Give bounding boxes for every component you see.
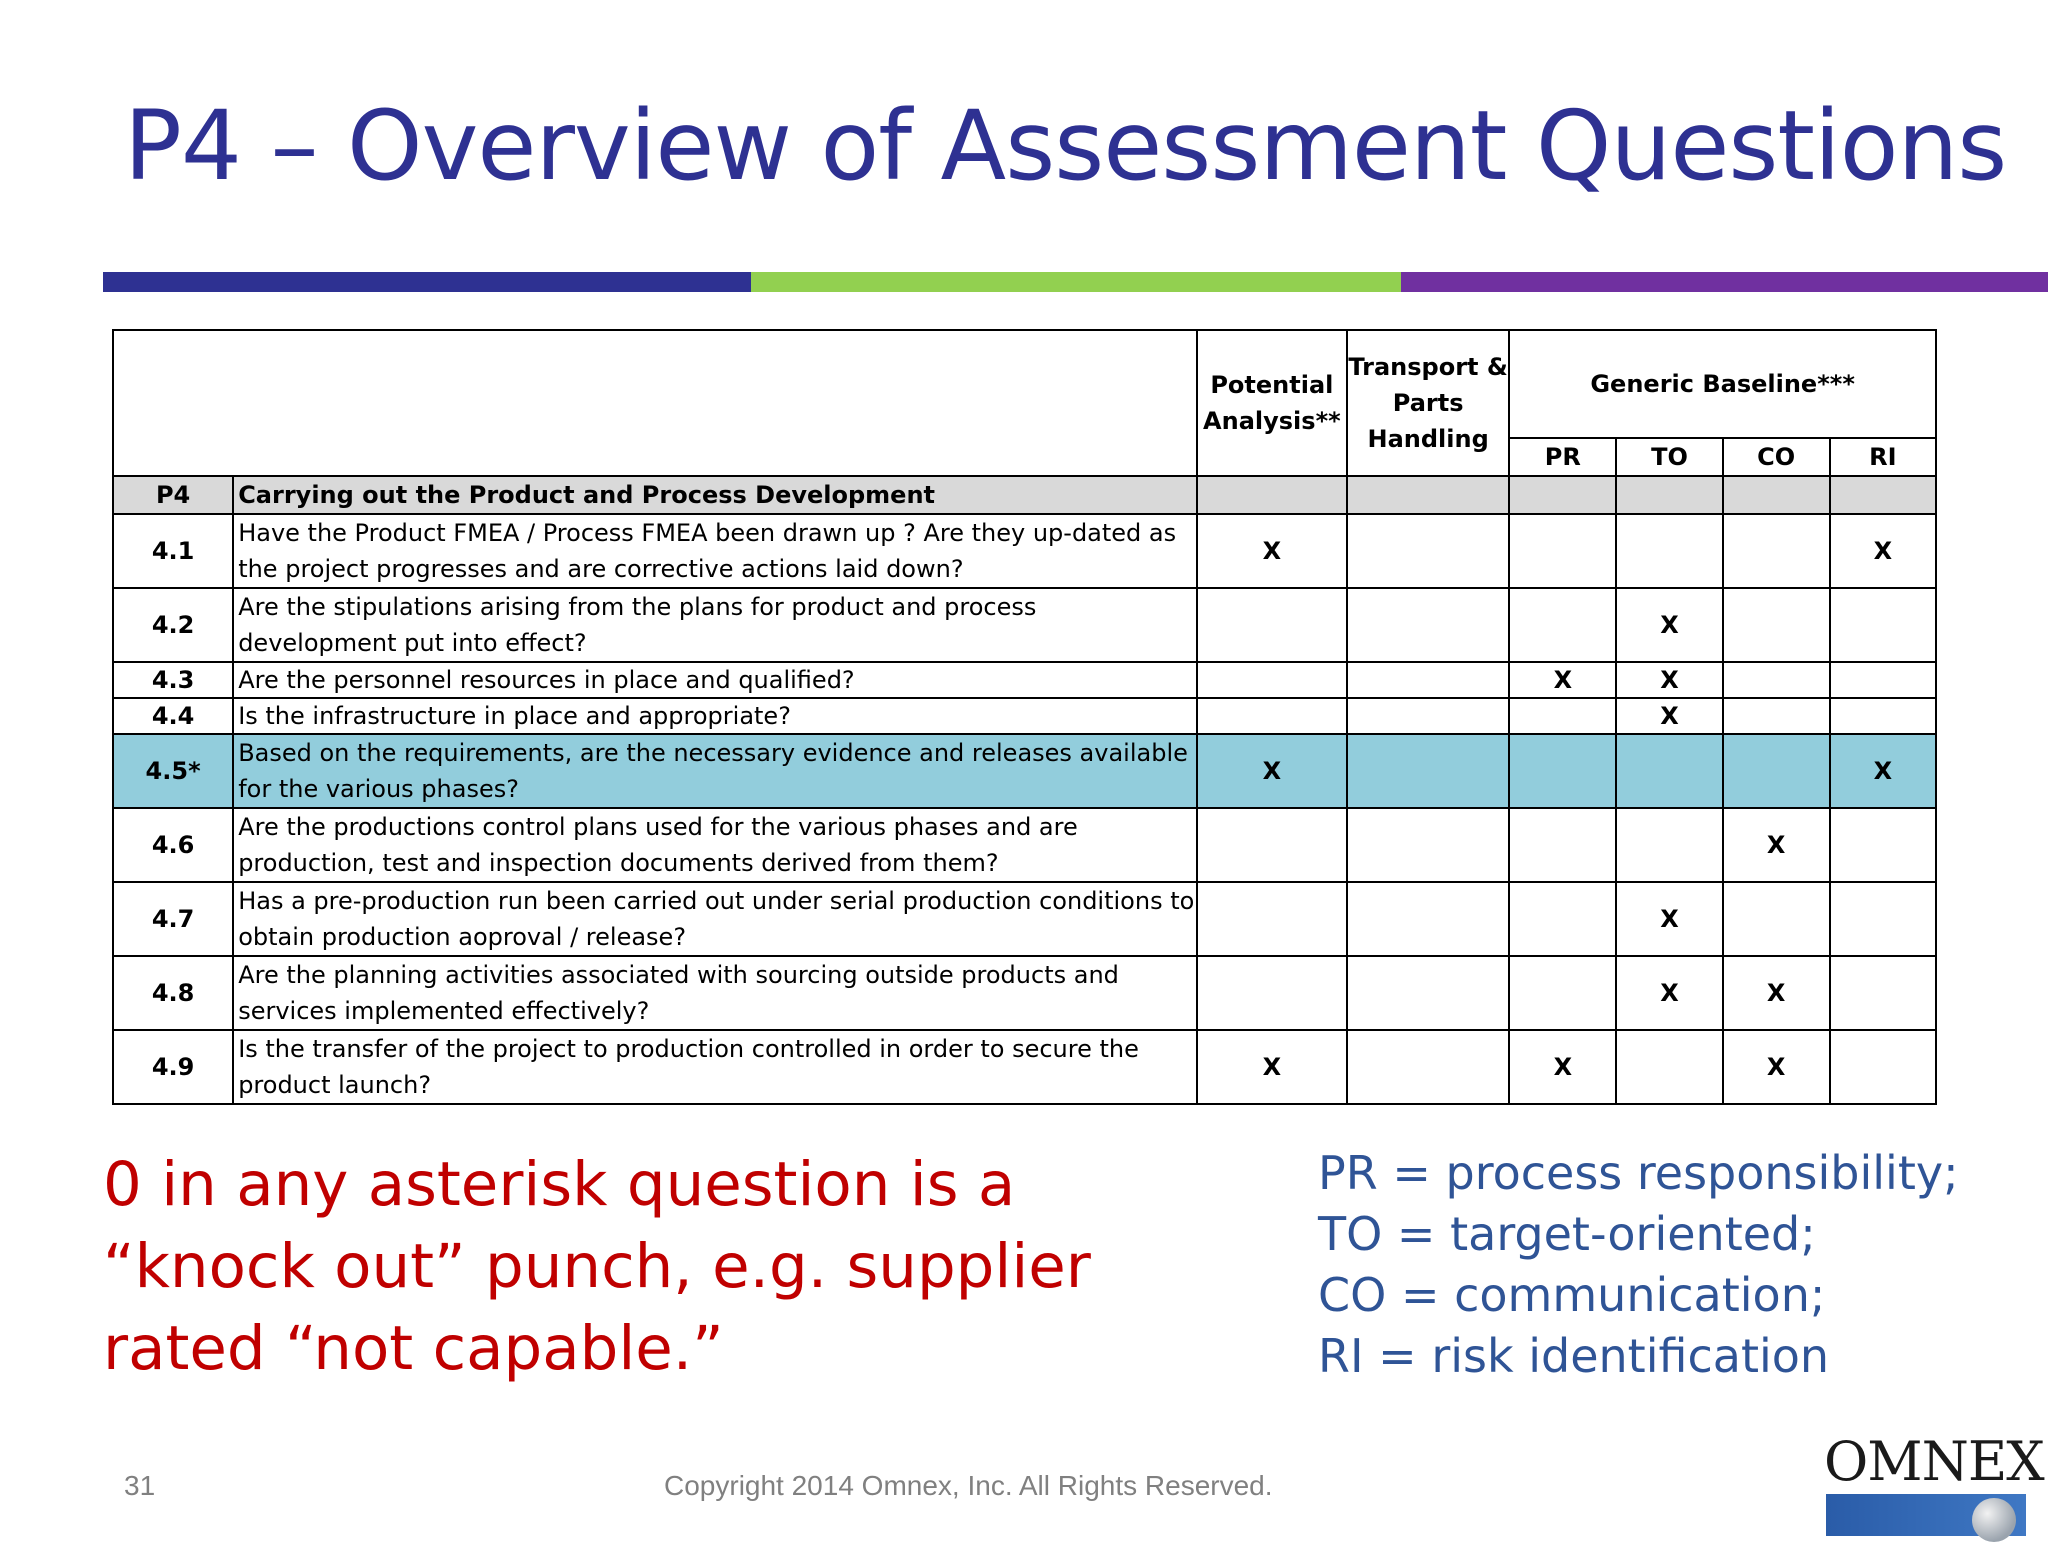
question-number: 4.3 [113,662,233,698]
mark-potential-analysis: X [1197,1030,1347,1104]
mark-transport-handling [1347,588,1509,662]
header-blank-cell [113,330,1197,476]
mark-to: X [1616,882,1722,956]
header-potential-analysis: Potential Analysis** [1197,330,1347,476]
mark-potential-analysis [1197,808,1347,882]
mark-ri [1830,698,1936,734]
header-row-top [113,330,1936,438]
mark-pr: X [1509,662,1616,698]
mark-transport-handling [1347,956,1509,1030]
mark-ri [1830,1030,1936,1104]
mark-co [1723,662,1830,698]
mark-co [1723,734,1830,808]
question-number: 4.6 [113,808,233,882]
title-underline-blue [103,272,751,292]
knockout-note: 0 in any asterisk question is a “knock out” punch, e.g. supplier rated “not capable.” [103,1149,1091,1384]
title-underline-green [751,272,1401,292]
mark-potential-analysis [1197,662,1347,698]
mark-pr [1509,882,1616,956]
mark-pr [1509,734,1616,808]
mark-co [1723,514,1830,588]
title-underline-purple [1401,272,2048,292]
table-row [113,514,1936,588]
mark-to: X [1616,956,1722,1030]
header-generic-baseline: Generic Baseline*** [1509,330,1936,438]
mark-transport-handling [1347,734,1509,808]
globe-icon [1972,1498,2016,1542]
legend-item-ri: RI = risk identification [1318,1329,1830,1383]
question-text: Are the productions control plans used for the various phases and are production, test and inspection documents derived from them? [233,808,1197,882]
question-text: Is the infrastructure in place and appropriate? [233,698,1197,734]
slide-title: P4 – Overview of Assessment Questions [124,90,2007,202]
mark-potential-analysis [1197,588,1347,662]
mark-ri [1830,882,1936,956]
mark-ri [1830,808,1936,882]
mark-co: X [1723,808,1830,882]
mark-ri [1830,956,1936,1030]
question-number: 4.8 [113,956,233,1030]
mark-to: X [1616,662,1722,698]
header-pr: PR [1509,438,1616,476]
assessment-questions-table [112,329,1937,1105]
abbreviation-legend [1318,1143,2018,1387]
section-title: Carrying out the Product and Process Development [233,476,1197,514]
question-number: 4.5* [113,734,233,808]
page-number: 31 [124,1470,156,1501]
question-text: Is the transfer of the project to production controlled in order to secure the product launch? [233,1030,1197,1104]
mark-potential-analysis [1197,698,1347,734]
header-transport-handling: Transport & Parts Handling [1347,330,1509,476]
mark-potential-analysis [1197,882,1347,956]
copyright-notice: Copyright 2014 Omnex, Inc. All Rights Reserved. [664,1470,1273,1501]
mark-pr [1509,588,1616,662]
table-row [113,734,1936,808]
table-row [113,588,1936,662]
legend-item-to: TO = target-oriented; [1318,1207,1816,1261]
table-row [113,956,1936,1030]
mark-pr: X [1509,1030,1616,1104]
mark-pr [1509,698,1616,734]
legend-item-co: CO = communication; [1318,1268,1826,1322]
question-text: Are the personnel resources in place and qualified? [233,662,1197,698]
mark-pr [1509,514,1616,588]
mark-transport-handling [1347,1030,1509,1104]
mark-transport-handling [1347,698,1509,734]
table-row [113,1030,1936,1104]
question-text: Have the Product FMEA / Process FMEA been drawn up ? Are they up-dated as the project progresses and are corrective actions laid down? [233,514,1197,588]
table-row [113,698,1936,734]
mark-pr [1509,956,1616,1030]
table-row [113,808,1936,882]
logo-text: OMNEX [1824,1430,2044,1493]
mark-co: X [1723,1030,1830,1104]
question-number: 4.7 [113,882,233,956]
header-to: TO [1616,438,1722,476]
omnex-logo [1820,1430,2044,1536]
header-co: CO [1723,438,1830,476]
mark-to [1616,514,1722,588]
question-number: 4.2 [113,588,233,662]
question-number: 4.1 [113,514,233,588]
mark-transport-handling [1347,808,1509,882]
question-number: 4.9 [113,1030,233,1104]
section-number: P4 [113,476,233,514]
mark-co [1723,882,1830,956]
mark-co [1723,588,1830,662]
mark-to [1616,1030,1722,1104]
mark-potential-analysis: X [1197,514,1347,588]
question-text: Are the planning activities associated with sourcing outside products and services implemented effectively? [233,956,1197,1030]
table-row [113,882,1936,956]
question-text: Has a pre-production run been carried out under serial production conditions to obtain production aoproval / release? [233,882,1197,956]
legend-item-pr: PR = process responsibility; [1318,1146,1959,1200]
mark-transport-handling [1347,662,1509,698]
mark-ri: X [1830,514,1936,588]
header-ri: RI [1830,438,1936,476]
question-number: 4.4 [113,698,233,734]
mark-co [1723,698,1830,734]
mark-ri [1830,588,1936,662]
mark-potential-analysis [1197,956,1347,1030]
section-row [113,476,1936,514]
mark-to: X [1616,588,1722,662]
mark-potential-analysis: X [1197,734,1347,808]
mark-to [1616,808,1722,882]
table-row [113,662,1936,698]
mark-ri [1830,662,1936,698]
mark-pr [1509,808,1616,882]
mark-ri: X [1830,734,1936,808]
mark-to: X [1616,698,1722,734]
mark-co: X [1723,956,1830,1030]
question-text: Based on the requirements, are the necessary evidence and releases available for the various phases? [233,734,1197,808]
mark-to [1616,734,1722,808]
mark-transport-handling [1347,514,1509,588]
mark-transport-handling [1347,882,1509,956]
question-text: Are the stipulations arising from the plans for product and process development put into effect? [233,588,1197,662]
